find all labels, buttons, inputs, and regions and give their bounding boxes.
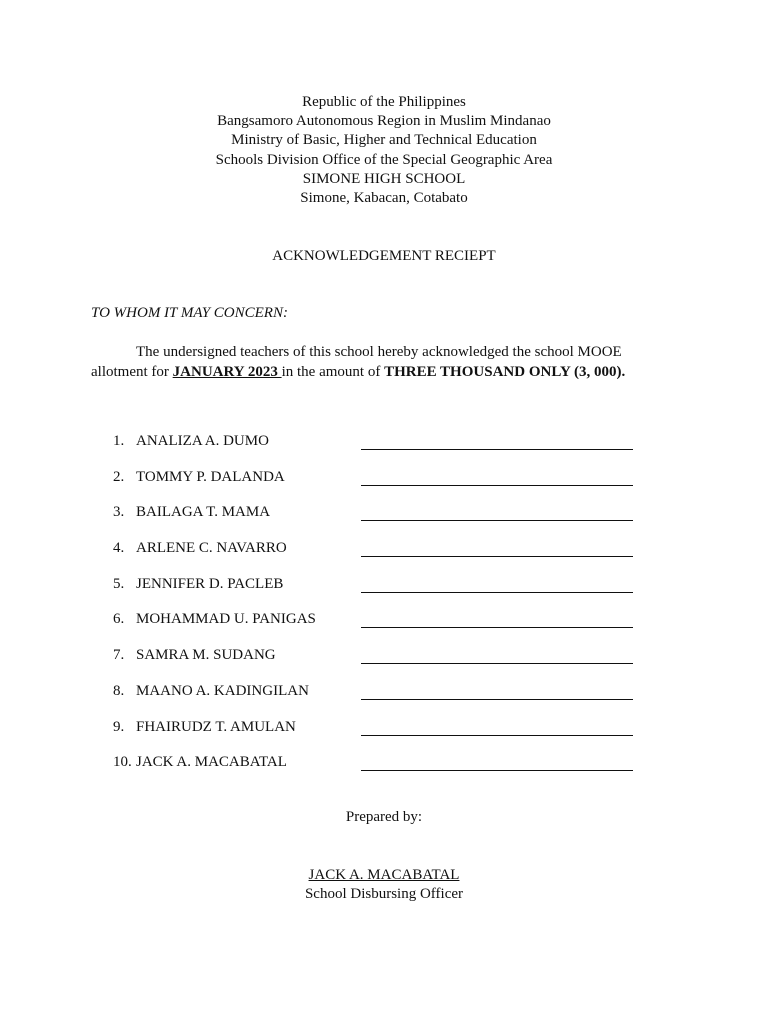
header-ministry: Ministry of Basic, Higher and Technical Education [231, 132, 537, 149]
signatory-name: ARLENE C. NAVARRO [136, 540, 287, 557]
signatory-row [0, 538, 768, 574]
signatory-number: 5. [113, 575, 125, 592]
signatory-name: MAANO A. KADINGILAN [136, 682, 309, 699]
preparer-name [0, 866, 768, 885]
signatory-name: TOMMY P. DALANDA [136, 468, 285, 485]
signatory-name: ANALIZA A. DUMO [136, 433, 269, 449]
signatory-row [0, 609, 768, 645]
signatory-number: 3. [113, 504, 125, 521]
allotment-month: JANUARY 2023 [172, 363, 282, 380]
prepared-by-label: Prepared by: [345, 809, 423, 825]
signature-line [361, 663, 633, 664]
signatory-number: 9. [113, 718, 125, 735]
signatory-number: 8. [113, 682, 125, 699]
signatory-row [0, 431, 768, 467]
document-header [0, 93, 768, 208]
signatory-name: BAILAGA T. MAMA [136, 504, 271, 521]
signatory-number: 1. [113, 433, 125, 449]
signatory-name: JENNIFER D. PACLEB [136, 575, 284, 592]
signatory-number: 10. [113, 754, 132, 771]
signatory-row [0, 645, 768, 681]
signature-line [361, 735, 633, 736]
header-division: Schools Division Office of the Special Geographic Area [215, 151, 553, 168]
preparer-name-text: JACK A. MACABATAL [308, 867, 460, 883]
header-school-address: Simone, Kabacan, Cotabato [300, 190, 468, 207]
signatory-row [0, 752, 768, 788]
signatory-list [0, 431, 768, 788]
allotment-amount: THREE THOUSAND ONLY (3, 000). [384, 363, 626, 380]
body-allotment-text: allotment for [91, 363, 173, 380]
signature-line [361, 627, 633, 628]
header-country: Republic of the Philippines [302, 94, 466, 110]
signatory-number: 2. [113, 468, 125, 485]
signature-line [361, 592, 633, 593]
signatory-name: SAMRA M. SUDANG [136, 647, 276, 664]
signatory-row [0, 467, 768, 503]
signatory-number: 4. [113, 540, 125, 557]
signatory-row [0, 681, 768, 717]
header-region: Bangsamoro Autonomous Region in Muslim Mindanao [217, 113, 551, 130]
signature-line [361, 556, 633, 557]
signature-line [361, 770, 633, 771]
signatory-row [0, 574, 768, 610]
signatory-name: FHAIRUDZ T. AMULAN [136, 718, 296, 735]
body-paragraph [91, 343, 651, 382]
preparer-title: School Disbursing Officer [304, 886, 464, 902]
signatory-name: JACK A. MACABATAL [136, 754, 287, 771]
salutation: TO WHOM IT MAY CONCERN: [91, 305, 288, 321]
body-amount-text: in the amount of [281, 363, 385, 380]
header-school-name: SIMONE HIGH SCHOOL [302, 170, 466, 187]
signatory-row [0, 502, 768, 538]
body-line-1: The undersigned teachers of this school hereby acknowledged the school MOOE [136, 344, 622, 360]
body-line-2 [91, 363, 651, 383]
signatory-row [0, 717, 768, 753]
signature-line [361, 449, 633, 450]
signatory-name: MOHAMMAD U. PANIGAS [136, 611, 316, 628]
signature-line [361, 699, 633, 700]
document-title: ACKNOWLEDGEMENT RECIEPT [272, 248, 496, 264]
signature-line [361, 520, 633, 521]
signatory-number: 7. [113, 647, 125, 664]
signature-line [361, 485, 633, 486]
signatory-number: 6. [113, 611, 125, 628]
